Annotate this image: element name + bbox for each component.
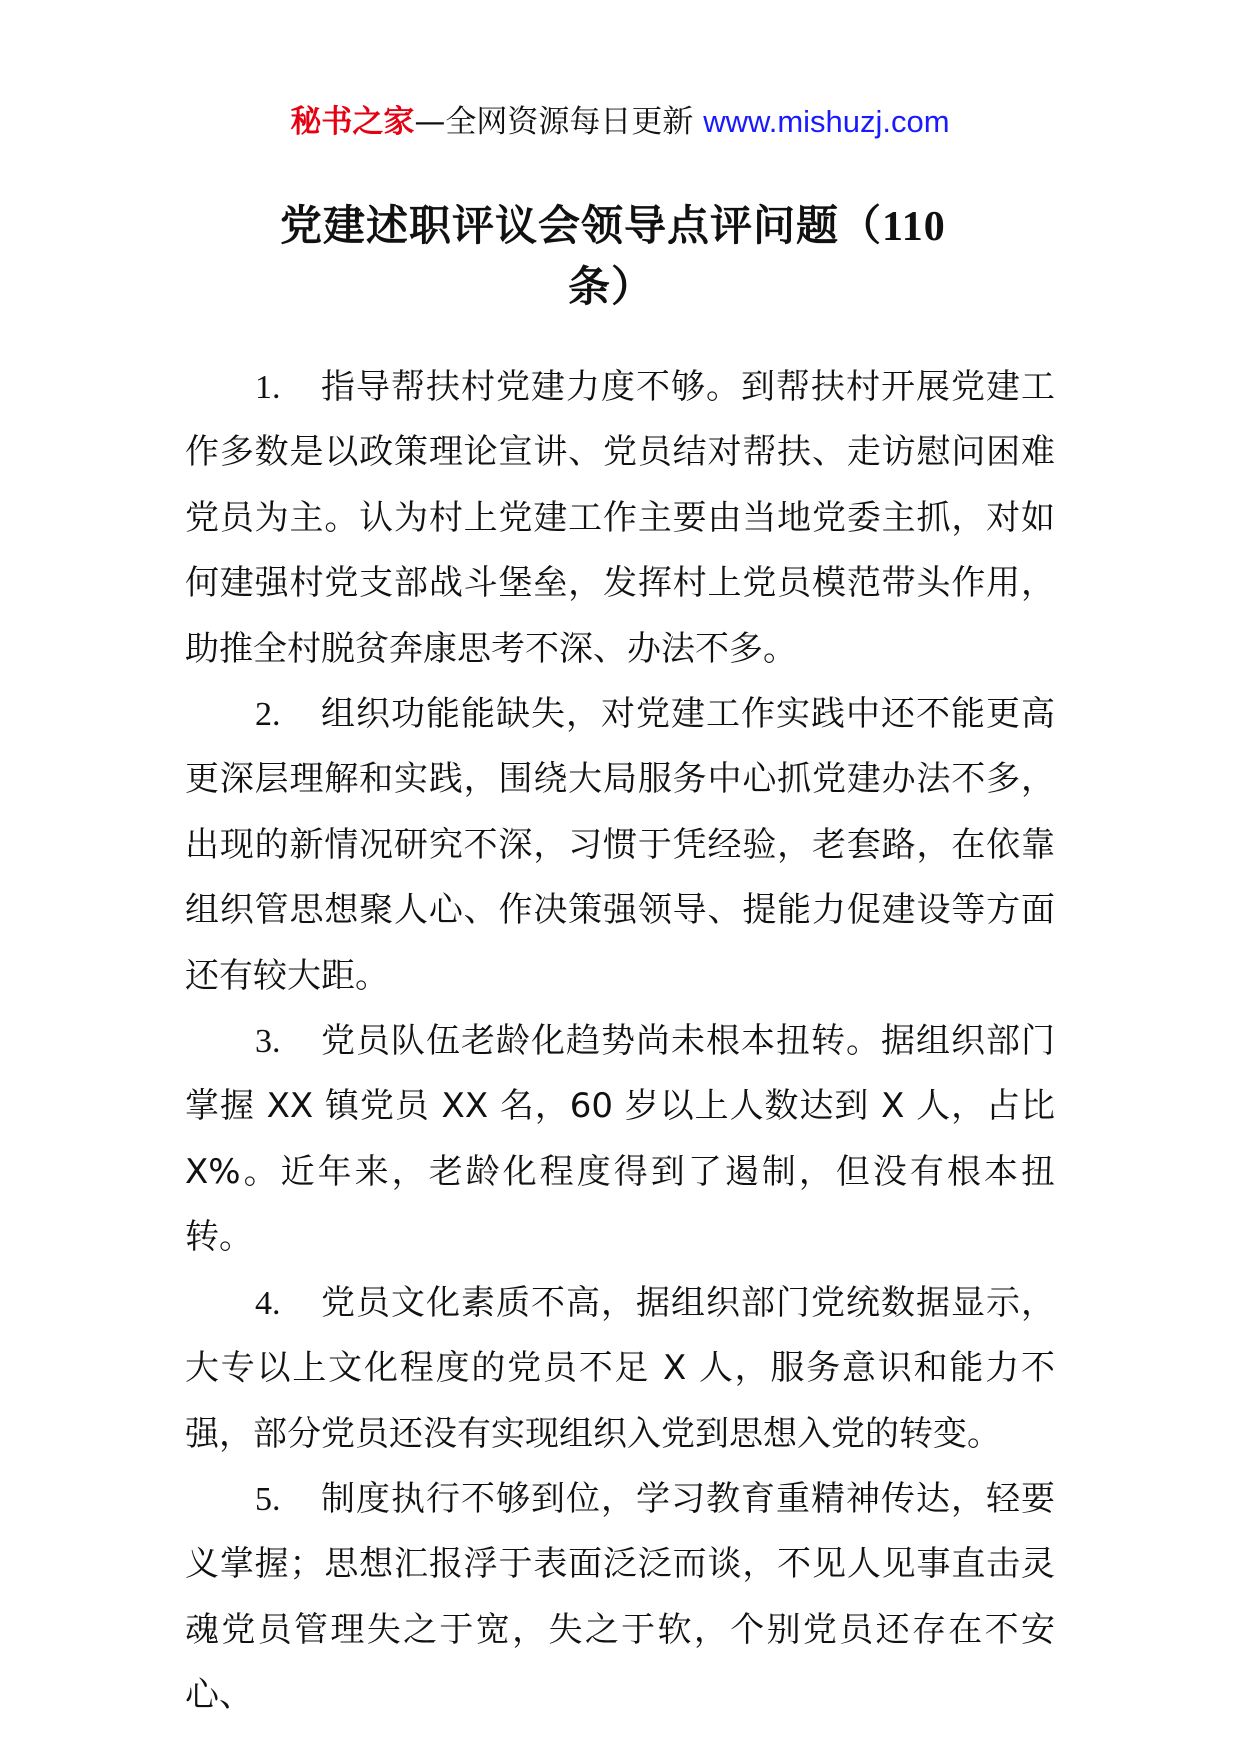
- item-number: 1.: [255, 369, 281, 406]
- site-url-link[interactable]: www.mishuzj.com: [703, 104, 950, 139]
- item-text: 组织功能能缺失，对党建工作实践中还不能更高更深层理解和实践，围绕大局服务中心抓党建办法不多，出现的新情况研究不深，习惯于凭经验，老套路，在依靠组织管思想聚人心、作决策强领导、提能力促建设等方面还有较大距。: [185, 694, 1055, 996]
- list-item-3: [185, 1009, 1055, 1271]
- item-text: 党员文化素质不高，据组织部门党统数据显示，大专以上文化程度的党员不足 X 人，服务意识和能力不强，部分党员还没有实现组织入党到思想入党的转变。: [185, 1282, 1055, 1454]
- item-number: 3.: [255, 1023, 281, 1061]
- title-count: 110: [882, 204, 946, 250]
- list-item-5: [185, 1467, 1055, 1729]
- site-brand: 秘书之家: [290, 104, 415, 140]
- document-title: [280, 196, 1040, 317]
- item-text: 制度执行不够到位，学习教育重精神传达，轻要义掌握；思想汇报浮于表面泛泛而谈，不见人见事直击灵魂党员管理失之于宽，失之于软，个别党员还存在不安心、: [185, 1478, 1055, 1716]
- document-body: [185, 355, 1055, 1729]
- item-number: 2.: [255, 696, 281, 734]
- item-text: 党员队伍老龄化趋势尚未根本扭转。据组织部门掌握 XX 镇党员 XX 名，60 岁以上人数达到 X 人，占比 X%。近年来，老龄化程度得到了遏制，但没有根本扭转。: [185, 1021, 1055, 1258]
- list-item-4: [185, 1271, 1055, 1467]
- item-number: 5.: [255, 1480, 281, 1518]
- site-header: [0, 100, 1240, 144]
- item-text: 指导帮扶村党建力度不够。到帮扶村开展党建工作多数是以政策理论宣讲、党员结对帮扶、走访慰问困难党员为主。认为村上党建工作主要由当地党委主抓，对如何建强村党支部战斗堡垒，发挥村上党员模范带头作用，助推全村脱贫奔康思考不深、办法不多。: [185, 367, 1055, 669]
- title-line2: 条）: [568, 262, 655, 311]
- list-item-1: [185, 355, 1055, 682]
- list-item-2: [185, 682, 1055, 1009]
- site-tagline: —全网资源每日更新: [414, 104, 704, 140]
- item-number: 4.: [255, 1284, 281, 1322]
- title-line1: 党建述职评议会领导点评问题（: [280, 201, 883, 250]
